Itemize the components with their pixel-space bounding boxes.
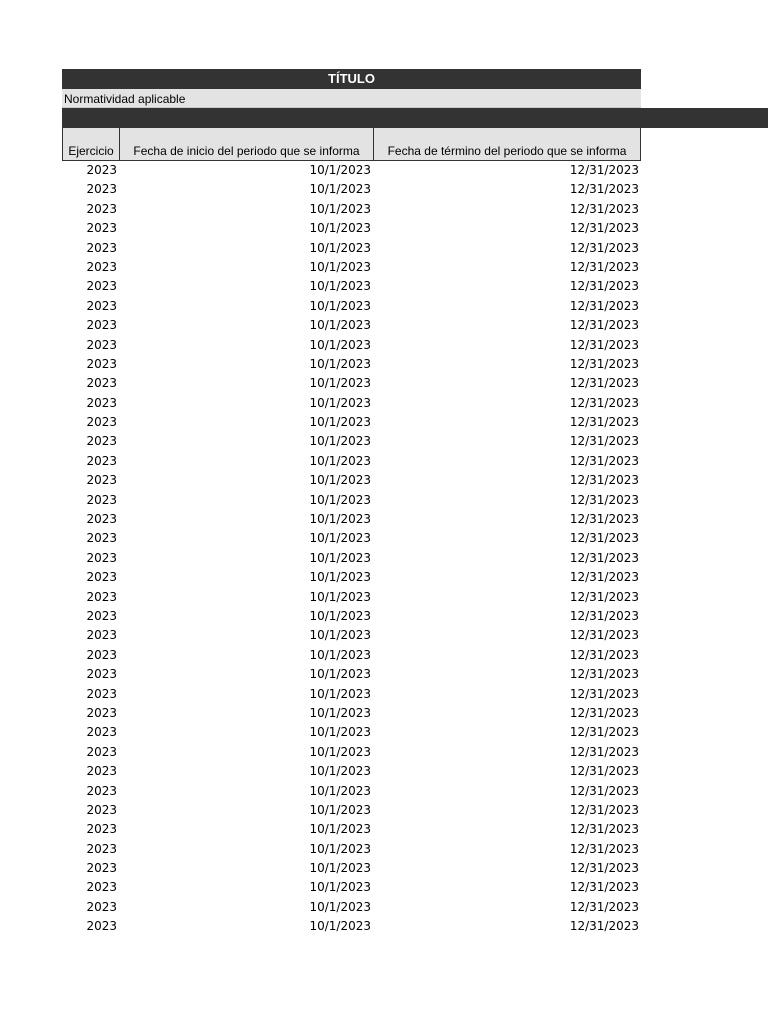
cell-ejercicio: 2023 [86,201,117,216]
cell-fecha-inicio: 10/1/2023 [309,492,371,507]
cell-fecha-inicio: 10/1/2023 [309,473,371,488]
cell-fecha-termino: 12/31/2023 [569,647,639,662]
cell-fecha-termino: 12/31/2023 [569,356,639,371]
cell-fecha-inicio: 10/1/2023 [309,298,371,313]
table-body [62,161,641,937]
cell-fecha-inicio: 10/1/2023 [309,628,371,643]
cell-fecha-inicio: 10/1/2023 [309,182,371,197]
cell-ejercicio: 2023 [86,395,117,410]
cell-fecha-inicio: 10/1/2023 [309,686,371,701]
cell-fecha-termino: 12/31/2023 [569,337,639,352]
table-row [62,685,641,704]
table-row [62,219,641,238]
table-row [62,762,641,781]
cell-fecha-inicio: 10/1/2023 [309,337,371,352]
table-row [62,859,641,878]
cell-ejercicio: 2023 [86,919,117,934]
cell-ejercicio: 2023 [86,240,117,255]
cell-ejercicio: 2023 [86,822,117,837]
sheet-title: TÍTULO [62,69,641,89]
cell-fecha-termino: 12/31/2023 [569,783,639,798]
table-row [62,413,641,432]
table-row [62,898,641,917]
cell-fecha-inicio: 10/1/2023 [309,880,371,895]
cell-ejercicio: 2023 [86,434,117,449]
cell-fecha-termino: 12/31/2023 [569,725,639,740]
cell-fecha-inicio: 10/1/2023 [309,512,371,527]
cell-fecha-termino: 12/31/2023 [569,744,639,759]
cell-ejercicio: 2023 [86,667,117,682]
cell-fecha-inicio: 10/1/2023 [309,279,371,294]
cell-ejercicio: 2023 [86,764,117,779]
cell-fecha-inicio: 10/1/2023 [309,899,371,914]
cell-ejercicio: 2023 [86,337,117,352]
cell-ejercicio: 2023 [86,725,117,740]
cell-ejercicio: 2023 [86,608,117,623]
table-row [62,665,641,684]
table-row [62,801,641,820]
table-row [62,820,641,839]
table-row [62,510,641,529]
cell-ejercicio: 2023 [86,376,117,391]
cell-ejercicio: 2023 [86,686,117,701]
cell-fecha-inicio: 10/1/2023 [309,822,371,837]
cell-ejercicio: 2023 [86,628,117,643]
table-row [62,626,641,645]
column-header-fecha-termino: Fecha de término del periodo que se informa [373,128,641,160]
table-row [62,917,641,936]
cell-ejercicio: 2023 [86,744,117,759]
cell-fecha-inicio: 10/1/2023 [309,570,371,585]
table-row [62,607,641,626]
table-row [62,394,641,413]
cell-fecha-inicio: 10/1/2023 [309,667,371,682]
cell-fecha-termino: 12/31/2023 [569,221,639,236]
cell-ejercicio: 2023 [86,318,117,333]
cell-ejercicio: 2023 [86,279,117,294]
cell-ejercicio: 2023 [86,356,117,371]
cell-fecha-inicio: 10/1/2023 [309,240,371,255]
column-header-ejercicio: Ejercicio [62,128,119,160]
table-row [62,588,641,607]
cell-ejercicio: 2023 [86,783,117,798]
cell-ejercicio: 2023 [86,492,117,507]
table-row [62,529,641,548]
cell-fecha-inicio: 10/1/2023 [309,861,371,876]
cell-fecha-inicio: 10/1/2023 [309,201,371,216]
cell-fecha-inicio: 10/1/2023 [309,356,371,371]
cell-fecha-termino: 12/31/2023 [569,531,639,546]
table-row [62,200,641,219]
cell-fecha-inicio: 10/1/2023 [309,318,371,333]
table-header [62,128,641,161]
cell-fecha-termino: 12/31/2023 [569,279,639,294]
cell-ejercicio: 2023 [86,802,117,817]
table-row [62,355,641,374]
cell-ejercicio: 2023 [86,163,117,177]
cell-fecha-termino: 12/31/2023 [569,705,639,720]
cell-fecha-inicio: 10/1/2023 [309,589,371,604]
table-row [62,743,641,762]
cell-fecha-termino: 12/31/2023 [569,628,639,643]
cell-fecha-termino: 12/31/2023 [569,473,639,488]
cell-fecha-termino: 12/31/2023 [569,298,639,313]
cell-fecha-inicio: 10/1/2023 [309,783,371,798]
cell-fecha-inicio: 10/1/2023 [309,163,371,177]
table-row [62,491,641,510]
cell-fecha-termino: 12/31/2023 [569,376,639,391]
cell-fecha-inicio: 10/1/2023 [309,647,371,662]
cell-fecha-termino: 12/31/2023 [569,899,639,914]
table-row [62,432,641,451]
cell-fecha-inicio: 10/1/2023 [309,705,371,720]
table-row [62,374,641,393]
table-row [62,646,641,665]
cell-fecha-inicio: 10/1/2023 [309,608,371,623]
cell-ejercicio: 2023 [86,841,117,856]
cell-fecha-termino: 12/31/2023 [569,395,639,410]
cell-fecha-inicio: 10/1/2023 [309,453,371,468]
cell-fecha-termino: 12/31/2023 [569,512,639,527]
normatividad-label: Normatividad aplicable [62,89,641,108]
table-row [62,161,641,180]
column-header-fecha-inicio: Fecha de inicio del periodo que se informa [119,128,373,160]
table-row [62,704,641,723]
spreadsheet [62,69,768,937]
cell-fecha-termino: 12/31/2023 [569,453,639,468]
cell-ejercicio: 2023 [86,705,117,720]
table-row [62,549,641,568]
cell-fecha-inicio: 10/1/2023 [309,259,371,274]
cell-fecha-termino: 12/31/2023 [569,589,639,604]
cell-fecha-inicio: 10/1/2023 [309,725,371,740]
section-band [62,108,768,128]
cell-fecha-termino: 12/31/2023 [569,861,639,876]
cell-fecha-inicio: 10/1/2023 [309,802,371,817]
cell-fecha-termino: 12/31/2023 [569,686,639,701]
cell-ejercicio: 2023 [86,512,117,527]
cell-ejercicio: 2023 [86,589,117,604]
cell-ejercicio: 2023 [86,473,117,488]
cell-fecha-termino: 12/31/2023 [569,880,639,895]
cell-ejercicio: 2023 [86,221,117,236]
cell-fecha-termino: 12/31/2023 [569,802,639,817]
cell-fecha-termino: 12/31/2023 [569,764,639,779]
cell-fecha-termino: 12/31/2023 [569,240,639,255]
table-row [62,239,641,258]
table-row [62,336,641,355]
table-row [62,180,641,199]
table-row [62,471,641,490]
cell-fecha-termino: 12/31/2023 [569,919,639,934]
table-row [62,277,641,296]
cell-fecha-termino: 12/31/2023 [569,259,639,274]
cell-fecha-termino: 12/31/2023 [569,415,639,430]
cell-ejercicio: 2023 [86,453,117,468]
table-row [62,316,641,335]
cell-fecha-inicio: 10/1/2023 [309,221,371,236]
cell-fecha-inicio: 10/1/2023 [309,764,371,779]
cell-fecha-termino: 12/31/2023 [569,182,639,197]
table-row [62,297,641,316]
table-row [62,723,641,742]
cell-fecha-termino: 12/31/2023 [569,841,639,856]
cell-fecha-termino: 12/31/2023 [569,608,639,623]
cell-ejercicio: 2023 [86,899,117,914]
table-row [62,452,641,471]
cell-ejercicio: 2023 [86,880,117,895]
cell-fecha-termino: 12/31/2023 [569,822,639,837]
cell-fecha-termino: 12/31/2023 [569,201,639,216]
cell-ejercicio: 2023 [86,415,117,430]
cell-fecha-inicio: 10/1/2023 [309,744,371,759]
table-row [62,878,641,897]
cell-ejercicio: 2023 [86,647,117,662]
cell-fecha-termino: 12/31/2023 [569,492,639,507]
table-row [62,782,641,801]
cell-fecha-inicio: 10/1/2023 [309,376,371,391]
cell-fecha-termino: 12/31/2023 [569,434,639,449]
cell-fecha-inicio: 10/1/2023 [309,415,371,430]
table-row [62,258,641,277]
cell-ejercicio: 2023 [86,182,117,197]
table-row [62,840,641,859]
cell-fecha-termino: 12/31/2023 [569,667,639,682]
cell-fecha-inicio: 10/1/2023 [309,841,371,856]
cell-ejercicio: 2023 [86,298,117,313]
cell-fecha-termino: 12/31/2023 [569,163,639,177]
cell-fecha-termino: 12/31/2023 [569,570,639,585]
cell-fecha-inicio: 10/1/2023 [309,434,371,449]
cell-ejercicio: 2023 [86,570,117,585]
cell-ejercicio: 2023 [86,531,117,546]
cell-fecha-termino: 12/31/2023 [569,550,639,565]
cell-ejercicio: 2023 [86,861,117,876]
cell-fecha-inicio: 10/1/2023 [309,550,371,565]
cell-fecha-inicio: 10/1/2023 [309,395,371,410]
cell-fecha-termino: 12/31/2023 [569,318,639,333]
cell-ejercicio: 2023 [86,550,117,565]
cell-fecha-inicio: 10/1/2023 [309,919,371,934]
cell-fecha-inicio: 10/1/2023 [309,531,371,546]
cell-ejercicio: 2023 [86,259,117,274]
table-row [62,568,641,587]
